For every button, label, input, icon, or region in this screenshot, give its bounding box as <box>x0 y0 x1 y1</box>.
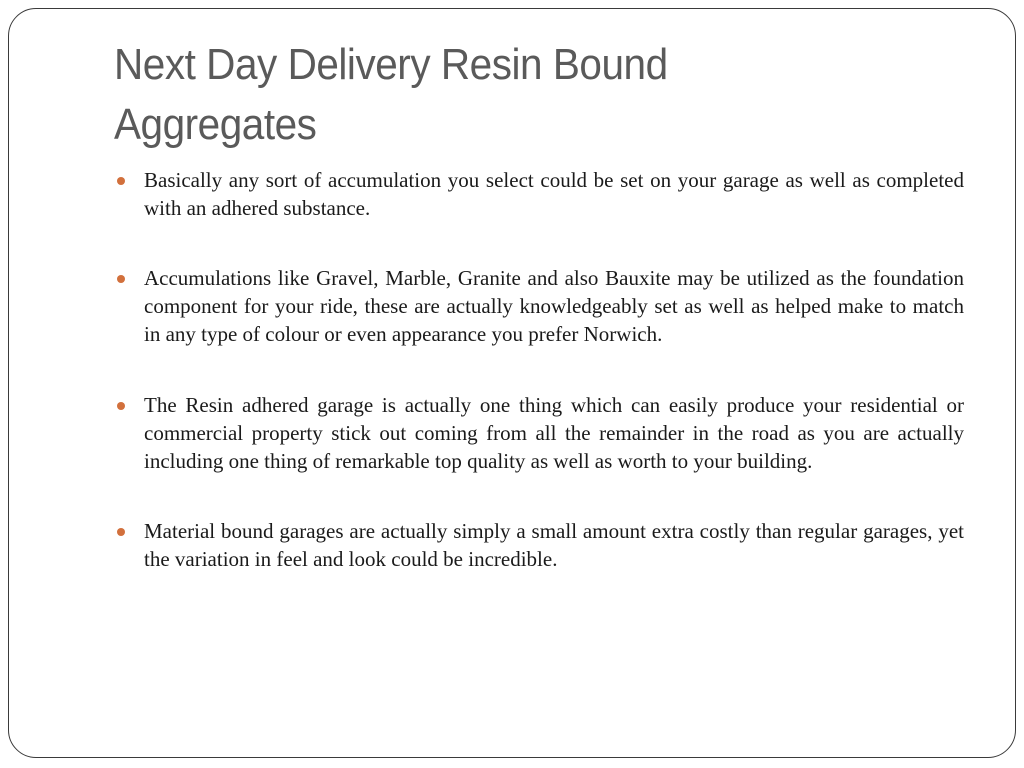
bullet-dot-icon <box>117 402 125 410</box>
bullet-list <box>144 166 964 615</box>
bullet-item <box>144 264 964 348</box>
bullet-dot-icon <box>117 275 125 283</box>
bullet-text: Basically any sort of accumulation you select could be set on your garage as well as completed with an adhered substance. <box>144 168 964 220</box>
slide-title: Next Day Delivery Resin Bound Aggregates <box>114 40 668 149</box>
bullet-dot-icon <box>117 528 125 536</box>
bullet-dot-icon <box>117 177 125 185</box>
bullet-text: The Resin adhered garage is actually one thing which can easily produce your residential or commercial property stick out coming from all the remainder in the road as you are actually including one thing of remarkable top quality as well as worth to your building. <box>144 393 964 473</box>
slide-frame <box>8 8 1016 758</box>
bullet-text: Accumulations like Gravel, Marble, Granite and also Bauxite may be utilized as the foundation component for your ride, these are actually knowledgeably set as well as helped make to match in any type of colour or even appearance you prefer Norwich. <box>144 266 964 346</box>
bullet-item <box>144 166 964 222</box>
bullet-text: Material bound garages are actually simply a small amount extra costly than regular garages, yet the variation in feel and look could be incredible. <box>144 519 964 571</box>
bullet-item <box>144 391 964 475</box>
bullet-item <box>144 517 964 573</box>
